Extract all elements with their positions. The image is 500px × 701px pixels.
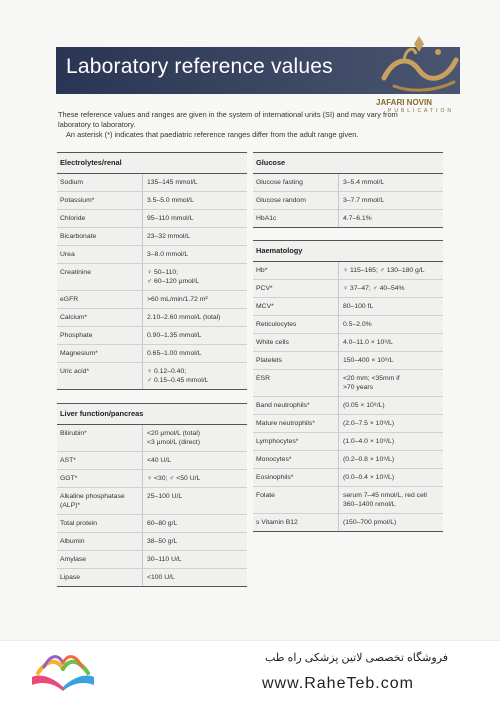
test-name: HbA1c — [253, 210, 339, 227]
reference-value: 3–8.0 mmol/L — [147, 251, 189, 258]
reference-value: serum 7–45 nmol/L, red cell 360–1400 nmol/L — [343, 492, 427, 508]
reference-value: 38–50 g/L — [147, 538, 178, 545]
table-row — [57, 488, 247, 515]
section-title: Electrolytes/renal — [57, 153, 247, 174]
table-row — [253, 192, 443, 210]
book-rainbow-logo-icon — [28, 647, 98, 695]
reference-value: >60 mL/min/1.72 m² — [147, 296, 208, 303]
store-footer — [0, 640, 500, 701]
table-row — [57, 569, 247, 586]
table-row — [57, 291, 247, 309]
reference-value: (1.0–4.0 × 10⁹/L) — [343, 438, 395, 445]
test-name: Alkaline phosphatase (ALP)* — [57, 488, 143, 514]
test-name: Bicarbonate — [57, 228, 143, 245]
reference-value: 95–110 mmol/L — [147, 215, 194, 222]
table-row — [253, 469, 443, 487]
table-row — [253, 352, 443, 370]
test-name: Calcium* — [57, 309, 143, 326]
test-name: GGT* — [57, 470, 143, 487]
test-name: Phosphate — [57, 327, 143, 344]
test-name: Glucose fasting — [253, 174, 339, 191]
publisher-logo — [352, 30, 482, 116]
test-name: White cells — [253, 334, 339, 351]
reference-value: ♀ 0.12–0.40; ♂ 0.15–0.45 mmol/L — [147, 368, 209, 384]
test-name: Sodium — [57, 174, 143, 191]
test-name: PCV* — [253, 280, 339, 297]
table-row — [253, 174, 443, 192]
table-row — [253, 370, 443, 397]
intro-paragraph-1: These reference values and ranges are given in the system of international units (SI) and may vary from laboratory to laboratory. — [58, 110, 398, 129]
reference-value: (0.2–0.8 × 10⁹/L) — [343, 456, 395, 463]
test-name: Potassium* — [57, 192, 143, 209]
test-name: Mature neutrophils* — [253, 415, 339, 432]
table-row — [57, 533, 247, 551]
test-name: Eosinophils* — [253, 469, 339, 486]
reference-value: <100 U/L — [147, 574, 175, 581]
test-name: Folate — [253, 487, 339, 513]
reference-value: 2.10–2.60 mmol/L (total) — [147, 314, 221, 321]
table-row — [253, 280, 443, 298]
table-row — [253, 397, 443, 415]
haematology-section — [253, 240, 443, 532]
test-name: Chloride — [57, 210, 143, 227]
reference-value: 30–110 U/L — [147, 556, 182, 563]
reference-value: ♀ 50–110; ♂ 60–120 µmol/L — [147, 269, 200, 285]
reference-value: ♀ 115–165; ♂ 130–180 g/L — [343, 267, 425, 274]
store-name: فروشگاه تخصصی لاتین پزشکی راه طب — [265, 652, 449, 664]
test-name: Lymphocytes* — [253, 433, 339, 450]
reference-value: (0.05 × 10⁹/L) — [343, 402, 385, 409]
page-title: Laboratory reference values — [66, 55, 333, 78]
table-row — [253, 433, 443, 451]
table-row — [253, 514, 443, 531]
table-row — [57, 345, 247, 363]
test-name: Platelets — [253, 352, 339, 369]
test-name: Lipase — [57, 569, 143, 586]
test-name: Urea — [57, 246, 143, 263]
table-row — [57, 470, 247, 488]
intro-paragraph-2: An asterisk (*) indicates that paediatric reference ranges differ from the adult range given. — [66, 130, 359, 139]
table-row — [57, 452, 247, 470]
reference-value: 23–32 mmol/L — [147, 233, 191, 240]
table-row — [57, 327, 247, 345]
reference-value: 4.7–6.1% — [343, 215, 372, 222]
table-row — [253, 298, 443, 316]
reference-value: (0.0–0.4 × 10⁹/L) — [343, 474, 395, 481]
test-name: AST* — [57, 452, 143, 469]
reference-value: 0.5–2.0% — [343, 321, 372, 328]
test-name: Amylase — [57, 551, 143, 568]
reference-value: <40 U/L — [147, 457, 171, 464]
test-name: Monocytes* — [253, 451, 339, 468]
test-name: Glucose random — [253, 192, 339, 209]
reference-value: 0.65–1.00 mmol/L — [147, 350, 202, 357]
reference-value: 3.5–5.0 mmol/L — [147, 197, 194, 204]
test-name: Creatinine — [57, 264, 143, 290]
store-url[interactable]: www.RaheTeb.com — [262, 675, 414, 692]
logo-subtitle: PUBLICATION — [388, 108, 454, 114]
table-row — [253, 262, 443, 280]
reference-value: 60–80 g/L — [147, 520, 178, 527]
reference-value: 3–7.7 mmol/L — [343, 197, 385, 204]
section-title: Glucose — [253, 153, 443, 174]
table-row — [253, 487, 443, 514]
table-row — [253, 415, 443, 433]
reference-value: 4.0–11.0 × 10⁹/L — [343, 339, 393, 346]
reference-value: 150–400 × 10⁹/L — [343, 357, 394, 364]
calligraphy-logo-icon — [364, 30, 474, 100]
section-title: Liver function/pancreas — [57, 404, 247, 425]
reference-value: 0.90–1.35 mmol/L — [147, 332, 202, 339]
intro-text — [58, 110, 428, 140]
table-row — [57, 210, 247, 228]
test-name: s Vitamin B12 — [253, 514, 339, 531]
reference-value: 135–145 mmol/L — [147, 179, 198, 186]
table-row — [57, 228, 247, 246]
test-name: Total protein — [57, 515, 143, 532]
table-row — [253, 451, 443, 469]
table-row — [253, 334, 443, 352]
test-name: Band neutrophils* — [253, 397, 339, 414]
glucose-section — [253, 152, 443, 228]
reference-value: (150–700 pmol/L) — [343, 519, 397, 526]
table-row — [57, 174, 247, 192]
reference-value: <20 µmol/L (total) <3 µmol/L (direct) — [147, 430, 200, 446]
test-name: Reticulocytes — [253, 316, 339, 333]
test-name: Uric acid* — [57, 363, 143, 389]
test-name: Bilirubin* — [57, 425, 143, 451]
test-name: eGFR — [57, 291, 143, 308]
section-title: Haematology — [253, 241, 443, 262]
test-name: ESR — [253, 370, 339, 396]
reference-value: <20 mm; <35mm if >70 years — [343, 375, 400, 391]
reference-value: (2.0–7.5 × 10⁹/L) — [343, 420, 395, 427]
electrolytes-section — [57, 152, 247, 390]
reference-value: 80–100 fL — [343, 303, 374, 310]
reference-value: 3–5.4 mmol/L — [343, 179, 385, 186]
liver-section — [57, 403, 247, 587]
table-row — [57, 246, 247, 264]
table-row — [253, 316, 443, 334]
reference-value: ♀ <30; ♂ <50 U/L — [147, 475, 201, 482]
table-row — [57, 515, 247, 533]
logo-name: JAFARI NOVIN — [376, 98, 433, 107]
table-row — [57, 363, 247, 389]
test-name: MCV* — [253, 298, 339, 315]
table-row — [57, 309, 247, 327]
test-name: Hb* — [253, 262, 339, 279]
table-row — [57, 425, 247, 452]
reference-value: 25–100 U/L — [147, 493, 183, 500]
table-row — [57, 264, 247, 291]
test-name: Magnesium* — [57, 345, 143, 362]
table-row — [253, 210, 443, 227]
table-row — [57, 192, 247, 210]
table-row — [57, 551, 247, 569]
reference-value: ♀ 37–47; ♂ 40–54% — [343, 285, 405, 292]
test-name: Albumin — [57, 533, 143, 550]
